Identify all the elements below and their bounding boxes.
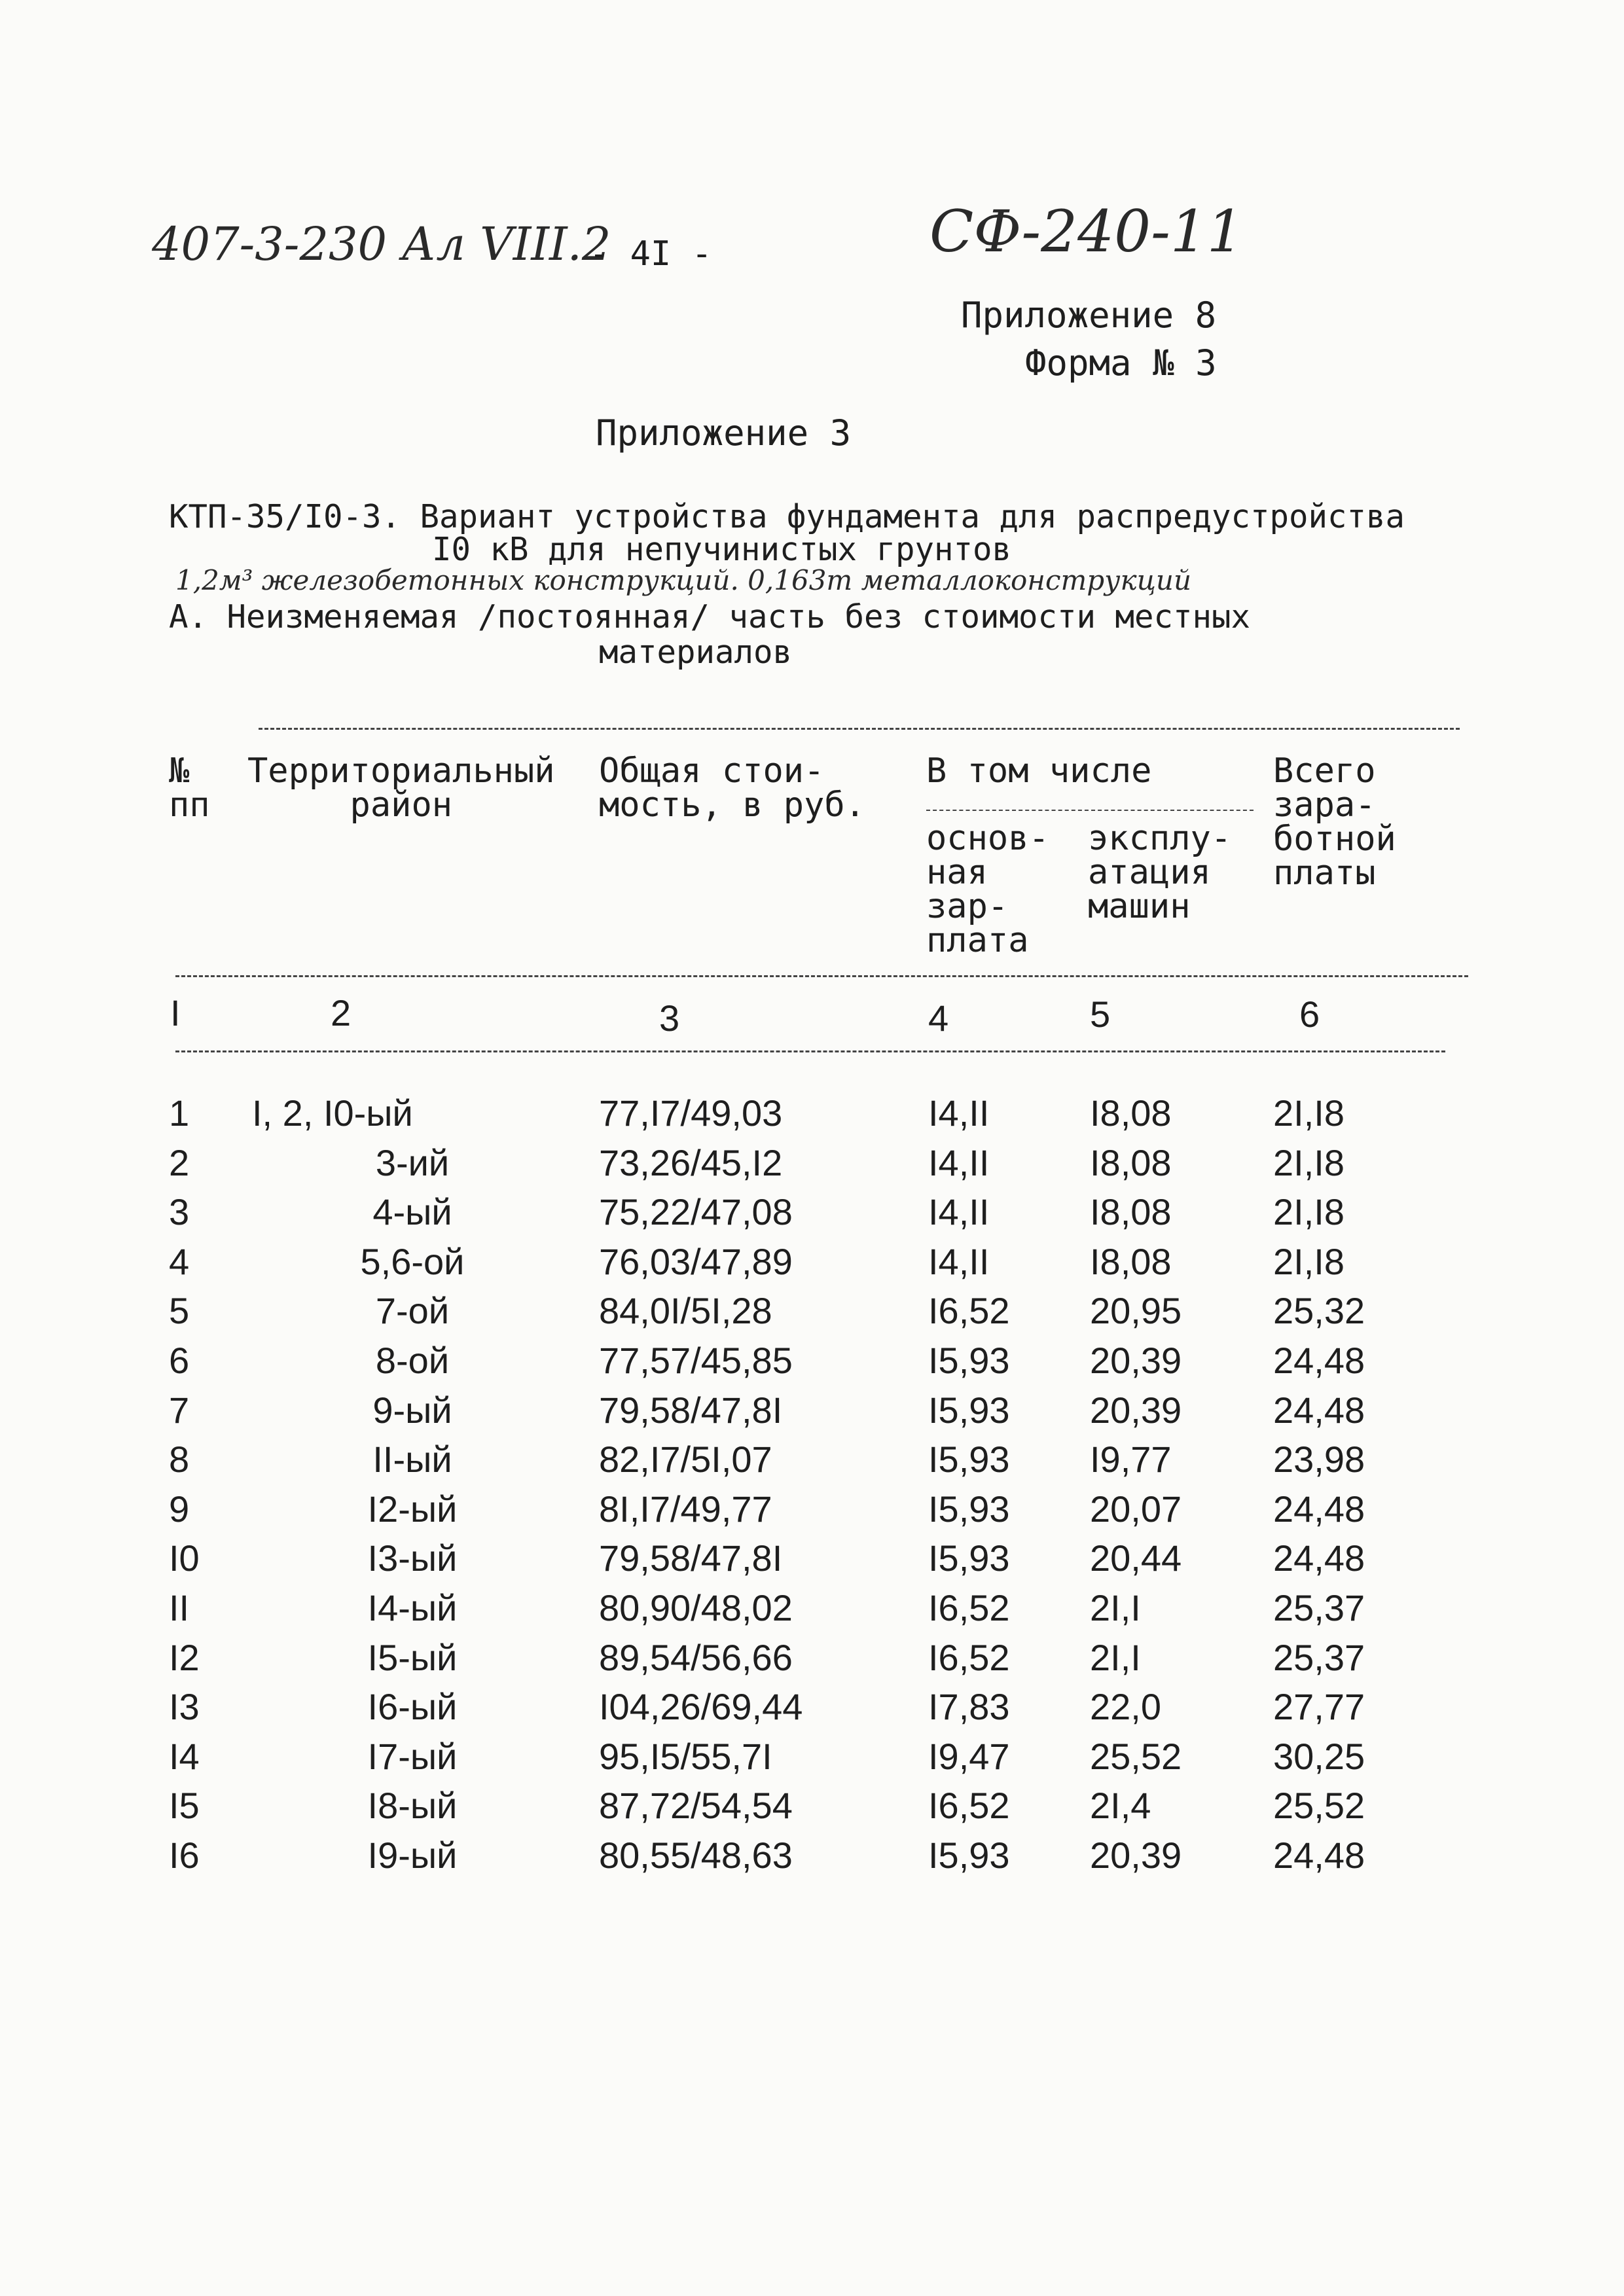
total-wage-cell: 2I,I8 xyxy=(1273,1141,1344,1183)
total-cost-cell: 8I,I7/49,77 xyxy=(599,1488,772,1530)
base-wage-cell: I4,II xyxy=(928,1092,990,1134)
header-number-col: № пп xyxy=(169,751,210,825)
total-cost-cell: 77,I7/49,03 xyxy=(599,1092,783,1134)
total-cost-cell: 89,54/56,66 xyxy=(599,1636,793,1678)
row-number-cell: 4 xyxy=(169,1240,190,1282)
table-top-rule xyxy=(259,728,1460,730)
total-wage-cell: 24,48 xyxy=(1273,1389,1365,1431)
base-wage-cell: I4,II xyxy=(928,1191,990,1233)
machines-cell: 22,0 xyxy=(1090,1686,1161,1728)
region-cell: 4-ый xyxy=(372,1191,452,1233)
subtitle-line-2: материалов xyxy=(599,634,793,671)
total-cost-cell: 87,72/54,54 xyxy=(599,1785,793,1827)
base-wage-cell: I4,II xyxy=(928,1141,990,1183)
row-number-cell: 8 xyxy=(169,1439,190,1480)
total-cost-cell: 95,I5/55,7I xyxy=(599,1735,772,1777)
total-cost-cell: 75,22/47,08 xyxy=(599,1191,793,1233)
base-wage-cell: I5,93 xyxy=(928,1835,1010,1876)
machines-cell: 20,44 xyxy=(1090,1537,1182,1579)
subtitle-line-1: А. Неизменяемая /постоянная/ часть без стоимости местных xyxy=(169,598,1251,636)
base-wage-cell: I6,52 xyxy=(928,1636,1010,1678)
total-wage-cell: 24,48 xyxy=(1273,1340,1365,1381)
region-cell: I2-ый xyxy=(367,1488,458,1530)
total-wage-cell: 2I,I8 xyxy=(1273,1191,1344,1233)
base-wage-cell: I5,93 xyxy=(928,1340,1010,1381)
total-wage-cell: 25,52 xyxy=(1273,1785,1365,1827)
column-number: 5 xyxy=(1090,994,1111,1035)
total-wage-cell: 2I,I8 xyxy=(1273,1092,1344,1134)
base-wage-cell: I4,II xyxy=(928,1240,990,1282)
form-number: Форма № 3 xyxy=(1025,342,1217,384)
base-wage-cell: I5,93 xyxy=(928,1439,1010,1480)
total-cost-cell: 82,I7/5I,07 xyxy=(599,1439,772,1480)
region-cell: 9-ый xyxy=(372,1389,452,1431)
row-number-cell: 5 xyxy=(169,1290,190,1332)
row-number-cell: I5 xyxy=(169,1785,200,1827)
machines-cell: 20,39 xyxy=(1090,1835,1182,1876)
sheet-code: СФ-240-11 xyxy=(929,198,1244,265)
header-region-col: Территориальный район xyxy=(247,751,555,825)
region-cell: 3-ий xyxy=(375,1141,450,1183)
page-number: - 4I - xyxy=(589,234,712,274)
region-cell: 5,6-ой xyxy=(360,1240,465,1282)
region-cell: I5-ый xyxy=(367,1636,458,1678)
row-number-cell: I6 xyxy=(169,1835,200,1876)
appendix-number: Приложение 8 xyxy=(961,295,1217,336)
base-wage-cell: I5,93 xyxy=(928,1537,1010,1579)
column-number: 4 xyxy=(928,997,949,1039)
machines-cell: 20,39 xyxy=(1090,1389,1182,1431)
column-number: I xyxy=(170,992,181,1033)
row-number-cell: I3 xyxy=(169,1686,200,1728)
base-wage-cell: I5,93 xyxy=(928,1488,1010,1530)
machines-cell: I8,08 xyxy=(1090,1141,1172,1183)
region-cell: 7-ой xyxy=(375,1290,450,1332)
machines-cell: 25,52 xyxy=(1090,1735,1182,1777)
document-code: 407-3-230 Ал VIII.2 xyxy=(152,217,611,271)
region-cell: I4-ый xyxy=(367,1587,458,1628)
total-wage-cell: 2I,I8 xyxy=(1273,1240,1344,1282)
machines-cell: 20,39 xyxy=(1090,1340,1182,1381)
region-cell: I3-ый xyxy=(367,1537,458,1579)
machines-cell: I8,08 xyxy=(1090,1191,1172,1233)
row-number-cell: 6 xyxy=(169,1340,190,1381)
base-wage-cell: I5,93 xyxy=(928,1389,1010,1431)
machines-cell: 2I,I xyxy=(1090,1636,1141,1678)
total-cost-cell: 76,03/47,89 xyxy=(599,1240,793,1282)
base-wage-cell: I9,47 xyxy=(928,1735,1010,1777)
numbers-bottom-rule xyxy=(175,1050,1445,1052)
machines-cell: 2I,I xyxy=(1090,1587,1141,1628)
total-wage-cell: 24,48 xyxy=(1273,1835,1365,1876)
total-cost-cell: 73,26/45,I2 xyxy=(599,1141,783,1183)
row-number-cell: I2 xyxy=(169,1636,200,1678)
region-cell: I, 2, I0-ый xyxy=(252,1092,413,1134)
header-base-wage-col: основ- ная зар- плата xyxy=(926,819,1049,960)
total-cost-cell: I04,26/69,44 xyxy=(599,1686,803,1728)
group-underline xyxy=(926,810,1254,811)
total-wage-cell: 25,37 xyxy=(1273,1636,1365,1678)
handwritten-quantities: 1,2м³ железобетонных конструкций. 0,163т металлоконструкций xyxy=(175,564,1192,596)
total-wage-cell: 27,77 xyxy=(1273,1686,1365,1728)
machines-cell: I9,77 xyxy=(1090,1439,1172,1480)
region-cell: I7-ый xyxy=(367,1735,458,1777)
machines-cell: 20,95 xyxy=(1090,1290,1182,1332)
region-cell: II-ый xyxy=(372,1439,452,1480)
total-cost-cell: 84,0I/5I,28 xyxy=(599,1290,772,1332)
region-cell: 8-ой xyxy=(375,1340,450,1381)
total-wage-cell: 25,32 xyxy=(1273,1290,1365,1332)
total-cost-cell: 79,58/47,8I xyxy=(599,1389,783,1431)
total-cost-cell: 80,90/48,02 xyxy=(599,1587,793,1628)
total-wage-cell: 24,48 xyxy=(1273,1488,1365,1530)
row-number-cell: 7 xyxy=(169,1389,190,1431)
region-cell: I6-ый xyxy=(367,1686,458,1728)
row-number-cell: I4 xyxy=(169,1735,200,1777)
base-wage-cell: I7,83 xyxy=(928,1686,1010,1728)
column-number: 3 xyxy=(659,997,680,1039)
row-number-cell: 2 xyxy=(169,1141,190,1183)
total-cost-cell: 77,57/45,85 xyxy=(599,1340,793,1381)
column-number: 6 xyxy=(1299,994,1320,1035)
row-number-cell: I0 xyxy=(169,1537,200,1579)
row-number-cell: 1 xyxy=(169,1092,190,1134)
total-wage-cell: 30,25 xyxy=(1273,1735,1365,1777)
machines-cell: 2I,4 xyxy=(1090,1785,1151,1827)
appendix-center: Приложение 3 xyxy=(596,412,852,454)
header-bottom-rule xyxy=(175,975,1468,977)
total-wage-cell: 23,98 xyxy=(1273,1439,1365,1480)
title-line-2: I0 кВ для непучинистых грунтов xyxy=(432,531,1012,568)
machines-cell: I8,08 xyxy=(1090,1240,1172,1282)
header-including-group: В том числе xyxy=(926,751,1152,791)
region-cell: I8-ый xyxy=(367,1785,458,1827)
total-cost-cell: 79,58/47,8I xyxy=(599,1537,783,1579)
region-cell: I9-ый xyxy=(367,1835,458,1876)
machines-cell: 20,07 xyxy=(1090,1488,1182,1530)
title-line-1: КТП-35/I0-3. Вариант устройства фундамента для распредустройства xyxy=(169,498,1405,535)
row-number-cell: 9 xyxy=(169,1488,190,1530)
row-number-cell: II xyxy=(169,1587,190,1628)
total-wage-cell: 25,37 xyxy=(1273,1587,1365,1628)
base-wage-cell: I6,52 xyxy=(928,1290,1010,1332)
base-wage-cell: I6,52 xyxy=(928,1785,1010,1827)
row-number-cell: 3 xyxy=(169,1191,190,1233)
header-machines-col: эксплу- атация машин xyxy=(1088,819,1232,926)
column-number: 2 xyxy=(331,992,352,1033)
total-wage-cell: 24,48 xyxy=(1273,1537,1365,1579)
header-total-cost-col: Общая стои- мость, в руб. xyxy=(599,751,865,825)
machines-cell: I8,08 xyxy=(1090,1092,1172,1134)
header-total-wage-col: Всего зара- ботной платы xyxy=(1273,751,1396,893)
base-wage-cell: I6,52 xyxy=(928,1587,1010,1628)
total-cost-cell: 80,55/48,63 xyxy=(599,1835,793,1876)
